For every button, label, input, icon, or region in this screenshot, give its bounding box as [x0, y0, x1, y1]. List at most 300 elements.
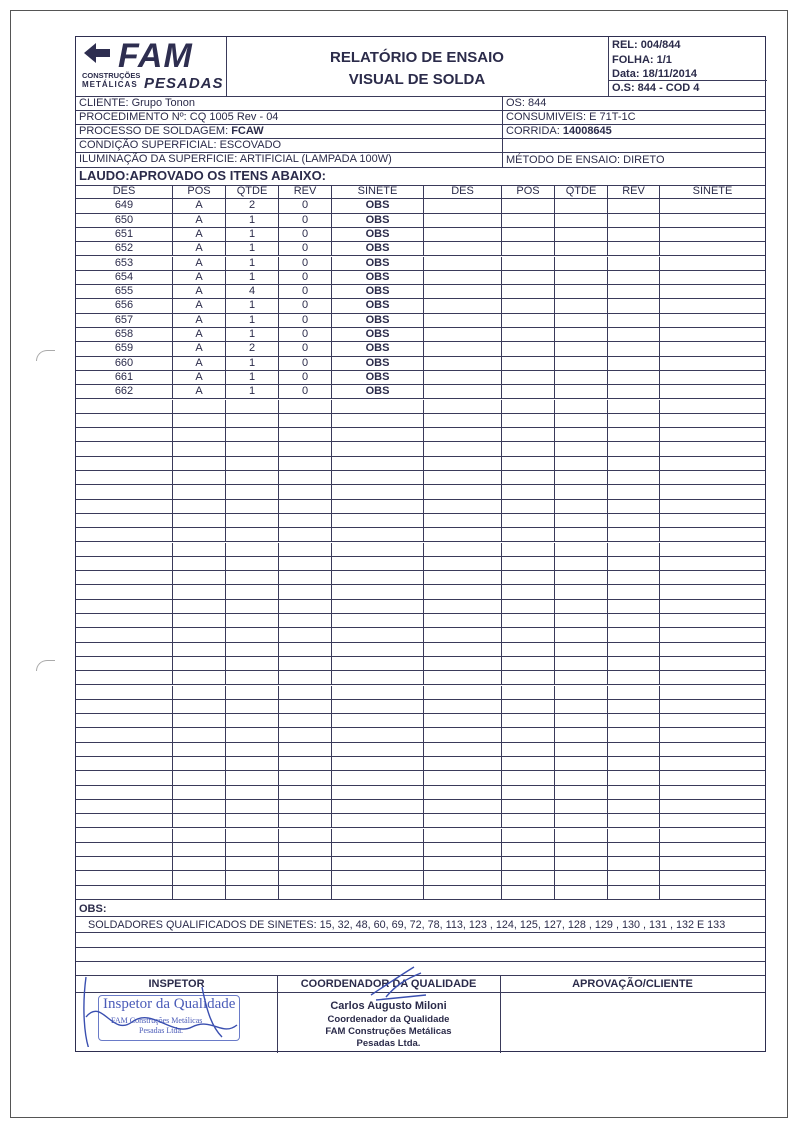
- table-cell: [76, 871, 173, 884]
- table-cell: [332, 786, 424, 799]
- table-cell: [332, 400, 424, 413]
- table-header-cell: QTDE: [555, 185, 608, 198]
- processo-value: FCAW: [231, 125, 264, 137]
- table-row: [76, 543, 765, 557]
- table-cell: [332, 728, 424, 741]
- table-cell: [173, 829, 226, 842]
- table-cell: [608, 686, 660, 699]
- table-cell: OBS: [332, 328, 424, 341]
- table-row: [76, 257, 765, 271]
- table-cell: [332, 671, 424, 684]
- table-cell: [502, 743, 555, 756]
- table-cell: [173, 414, 226, 427]
- table-cell: [608, 271, 660, 284]
- table-cell: [502, 371, 555, 384]
- table-cell: [76, 414, 173, 427]
- table-cell: [332, 414, 424, 427]
- table-cell: [279, 843, 332, 856]
- table-cell: [608, 671, 660, 684]
- table-cell: [226, 614, 279, 627]
- table-cell: [502, 814, 555, 827]
- table-cell: [555, 814, 608, 827]
- table-cell: [660, 485, 765, 498]
- table-cell: [555, 743, 608, 756]
- table-cell: [279, 614, 332, 627]
- table-header-cell: SINETE: [332, 185, 424, 198]
- table-cell: OBS: [332, 242, 424, 255]
- table-cell: 0: [279, 199, 332, 212]
- table-cell: [76, 400, 173, 413]
- coordenador-company-2: Pesadas Ltda.: [356, 1038, 421, 1049]
- table-cell: [226, 400, 279, 413]
- table-cell: [424, 757, 502, 770]
- table-row: [76, 886, 765, 900]
- table-cell: [660, 214, 765, 227]
- table-cell: [608, 242, 660, 255]
- table-cell: 0: [279, 299, 332, 312]
- table-cell: [226, 543, 279, 556]
- table-cell: [332, 457, 424, 470]
- table-cell: [226, 471, 279, 484]
- table-row: [76, 385, 765, 399]
- table-cell: A: [173, 199, 226, 212]
- table-cell: [279, 743, 332, 756]
- table-cell: 0: [279, 371, 332, 384]
- table-cell: [608, 385, 660, 398]
- table-cell: [173, 528, 226, 541]
- table-cell: [173, 457, 226, 470]
- table-cell: [502, 628, 555, 641]
- table-cell: [555, 643, 608, 656]
- table-cell: [660, 700, 765, 713]
- table-cell: [555, 714, 608, 727]
- table-cell: [660, 829, 765, 842]
- table-cell: [424, 657, 502, 670]
- table-cell: [424, 871, 502, 884]
- table-cell: [555, 571, 608, 584]
- corrida-label: CORRIDA:: [506, 125, 563, 137]
- table-row: [76, 371, 765, 385]
- table-cell: [76, 628, 173, 641]
- table-cell: A: [173, 342, 226, 355]
- table-row: [76, 571, 765, 585]
- logo-emblem-icon: [82, 41, 112, 65]
- table-cell: [608, 328, 660, 341]
- table-cell: [226, 571, 279, 584]
- table-cell: [424, 285, 502, 298]
- table-cell: [660, 357, 765, 370]
- table-cell: OBS: [332, 342, 424, 355]
- table-cell: A: [173, 385, 226, 398]
- table-row: [76, 714, 765, 728]
- table-cell: [660, 843, 765, 856]
- inspetor-heading: INSPETOR: [148, 978, 205, 990]
- table-cell: [660, 414, 765, 427]
- table-cell: [76, 771, 173, 784]
- table-row: [76, 342, 765, 356]
- table-cell: [279, 686, 332, 699]
- table-cell: [424, 600, 502, 613]
- table-cell: [660, 814, 765, 827]
- table-cell: [555, 328, 608, 341]
- table-cell: [424, 743, 502, 756]
- table-cell: [226, 671, 279, 684]
- table-cell: [76, 728, 173, 741]
- table-cell: [660, 871, 765, 884]
- table-cell: [555, 628, 608, 641]
- table-cell: OBS: [332, 257, 424, 270]
- table-cell: [660, 600, 765, 613]
- table-cell: [424, 585, 502, 598]
- procedimento-field: PROCEDIMENTO Nº: CQ 1005 Rev - 04: [79, 111, 279, 123]
- table-cell: [173, 628, 226, 641]
- table-cell: [502, 543, 555, 556]
- table-cell: [76, 786, 173, 799]
- table-row: [76, 214, 765, 228]
- table-cell: 657: [76, 314, 173, 327]
- table-cell: 2: [226, 199, 279, 212]
- table-row: [76, 786, 765, 800]
- table-cell: [502, 728, 555, 741]
- table-cell: [76, 600, 173, 613]
- table-cell: [226, 871, 279, 884]
- table-cell: [502, 671, 555, 684]
- table-cell: [660, 614, 765, 627]
- table-cell: 1: [226, 214, 279, 227]
- table-cell: [502, 342, 555, 355]
- table-cell: [660, 228, 765, 241]
- table-cell: 0: [279, 228, 332, 241]
- table-cell: [173, 657, 226, 670]
- table-cell: [76, 585, 173, 598]
- table-cell: [608, 814, 660, 827]
- table-cell: [226, 886, 279, 899]
- table-cell: [502, 228, 555, 241]
- table-cell: [173, 428, 226, 441]
- table-cell: [502, 643, 555, 656]
- table-cell: [660, 528, 765, 541]
- table-cell: [424, 257, 502, 270]
- table-cell: [660, 314, 765, 327]
- table-cell: 1: [226, 242, 279, 255]
- table-header-cell: DES: [76, 185, 173, 198]
- table-cell: 0: [279, 342, 332, 355]
- table-cell: [226, 428, 279, 441]
- table-cell: [608, 557, 660, 570]
- table-cell: 649: [76, 199, 173, 212]
- table-cell: 0: [279, 328, 332, 341]
- metodo-field: MÉTODO DE ENSAIO: DIRETO: [506, 154, 665, 166]
- table-cell: [555, 857, 608, 870]
- table-row: [76, 199, 765, 213]
- table-cell: [608, 643, 660, 656]
- table-cell: [660, 385, 765, 398]
- table-cell: [660, 271, 765, 284]
- table-cell: [502, 771, 555, 784]
- table-cell: [173, 471, 226, 484]
- table-cell: [608, 471, 660, 484]
- table-cell: [424, 814, 502, 827]
- table-cell: 653: [76, 257, 173, 270]
- table-cell: [226, 514, 279, 527]
- table-cell: A: [173, 271, 226, 284]
- table-row: [76, 314, 765, 328]
- corrida-field: [506, 124, 612, 138]
- table-cell: [608, 228, 660, 241]
- table-row: [76, 471, 765, 485]
- table-cell: [660, 728, 765, 741]
- table-cell: [76, 886, 173, 899]
- table-cell: [424, 500, 502, 513]
- table-cell: [332, 814, 424, 827]
- table-cell: [279, 600, 332, 613]
- table-cell: 656: [76, 299, 173, 312]
- table-cell: [173, 442, 226, 455]
- table-cell: [226, 743, 279, 756]
- table-cell: [173, 485, 226, 498]
- table-cell: [660, 371, 765, 384]
- table-cell: [332, 485, 424, 498]
- table-cell: [279, 700, 332, 713]
- table-cell: [279, 757, 332, 770]
- table-cell: [424, 228, 502, 241]
- table-cell: [332, 843, 424, 856]
- table-cell: [608, 428, 660, 441]
- table-cell: OBS: [332, 271, 424, 284]
- table-cell: [173, 643, 226, 656]
- table-cell: [279, 643, 332, 656]
- table-cell: [76, 571, 173, 584]
- table-cell: [608, 771, 660, 784]
- table-cell: [76, 800, 173, 813]
- table-cell: [555, 414, 608, 427]
- table-cell: OBS: [332, 199, 424, 212]
- table-cell: [279, 628, 332, 641]
- table-row: [76, 514, 765, 528]
- table-cell: 650: [76, 214, 173, 227]
- table-cell: [555, 786, 608, 799]
- table-cell: [76, 714, 173, 727]
- table-cell: 4: [226, 285, 279, 298]
- table-row: [76, 643, 765, 657]
- table-cell: [279, 543, 332, 556]
- table-cell: [424, 543, 502, 556]
- table-row: [76, 657, 765, 671]
- table-cell: [502, 442, 555, 455]
- table-row: [76, 485, 765, 499]
- table-cell: [660, 242, 765, 255]
- table-row: [76, 414, 765, 428]
- table-cell: [555, 528, 608, 541]
- table-cell: [279, 500, 332, 513]
- table-cell: [502, 500, 555, 513]
- table-cell: [502, 585, 555, 598]
- table-cell: 0: [279, 242, 332, 255]
- table-cell: [424, 514, 502, 527]
- cliente-field: CLIENTE: Grupo Tonon: [79, 97, 195, 109]
- table-cell: [660, 471, 765, 484]
- table-cell: [173, 857, 226, 870]
- table-cell: [332, 871, 424, 884]
- table-cell: [555, 800, 608, 813]
- table-row: [76, 228, 765, 242]
- table-cell: [424, 800, 502, 813]
- report-title-line2: VISUAL DE SOLDA: [348, 71, 486, 88]
- table-row: [76, 457, 765, 471]
- table-cell: [555, 557, 608, 570]
- table-cell: [226, 700, 279, 713]
- corrida-value: 14008645: [562, 125, 612, 137]
- table-cell: [332, 471, 424, 484]
- table-cell: [332, 585, 424, 598]
- table-cell: [608, 871, 660, 884]
- table-row: [76, 628, 765, 642]
- table-cell: [608, 700, 660, 713]
- report-title-line1: RELATÓRIO DE ENSAIO: [330, 49, 504, 66]
- os-code: O.S: 844 - COD 4: [612, 82, 700, 94]
- table-cell: [226, 457, 279, 470]
- table-cell: [332, 643, 424, 656]
- os-field: OS: 844: [506, 97, 547, 109]
- table-cell: [173, 728, 226, 741]
- table-header-cell: REV: [279, 185, 332, 198]
- table-cell: [226, 600, 279, 613]
- table-cell: [502, 285, 555, 298]
- table-cell: [279, 771, 332, 784]
- table-cell: [502, 400, 555, 413]
- table-cell: [608, 728, 660, 741]
- table-header-cell: QTDE: [226, 185, 279, 198]
- table-cell: [226, 829, 279, 842]
- table-cell: [660, 657, 765, 670]
- table-cell: [660, 557, 765, 570]
- table-cell: [608, 257, 660, 270]
- table-cell: [279, 457, 332, 470]
- table-cell: [279, 886, 332, 899]
- table-cell: 0: [279, 314, 332, 327]
- table-cell: [424, 314, 502, 327]
- logo-sub-text-1: CONSTRUÇÕES: [82, 71, 141, 80]
- table-row: [76, 428, 765, 442]
- table-cell: [76, 485, 173, 498]
- table-cell: [555, 199, 608, 212]
- table-cell: 1: [226, 228, 279, 241]
- table-cell: [660, 757, 765, 770]
- table-cell: [555, 485, 608, 498]
- table-cell: 1: [226, 299, 279, 312]
- table-cell: [502, 571, 555, 584]
- table-row: [76, 857, 765, 871]
- table-cell: [555, 442, 608, 455]
- table-cell: 654: [76, 271, 173, 284]
- obs-text: SOLDADORES QUALIFICADOS DE SINETES: 15, 32, 48, 60, 69, 72, 78, 113, 123 , 124, 125, 127, 128 , 129 , 130 , 131 , 132 E 133: [88, 919, 726, 931]
- table-cell: [660, 714, 765, 727]
- table-cell: [332, 614, 424, 627]
- table-cell: OBS: [332, 357, 424, 370]
- table-cell: [502, 857, 555, 870]
- table-cell: [502, 614, 555, 627]
- aprovacao-heading: APROVAÇÃO/CLIENTE: [572, 978, 693, 990]
- table-cell: [555, 871, 608, 884]
- table-cell: [226, 557, 279, 570]
- table-cell: [555, 285, 608, 298]
- table-cell: [502, 514, 555, 527]
- table-row: [76, 500, 765, 514]
- table-cell: A: [173, 285, 226, 298]
- table-cell: [608, 342, 660, 355]
- table-cell: [608, 485, 660, 498]
- table-cell: 1: [226, 257, 279, 270]
- table-cell: [76, 500, 173, 513]
- table-header-cell: POS: [173, 185, 226, 198]
- table-cell: [226, 728, 279, 741]
- table-cell: [608, 442, 660, 455]
- table-cell: [332, 743, 424, 756]
- table-row: [76, 843, 765, 857]
- table-cell: A: [173, 242, 226, 255]
- table-cell: [226, 657, 279, 670]
- table-cell: [502, 271, 555, 284]
- table-cell: [424, 857, 502, 870]
- table-cell: [173, 743, 226, 756]
- table-row: [76, 299, 765, 313]
- table-cell: [173, 771, 226, 784]
- table-cell: [502, 757, 555, 770]
- table-cell: [424, 714, 502, 727]
- table-cell: [608, 714, 660, 727]
- table-cell: [608, 628, 660, 641]
- table-cell: [660, 285, 765, 298]
- table-cell: 2: [226, 342, 279, 355]
- table-header-cell: SINETE: [692, 185, 733, 197]
- table-row: [76, 557, 765, 571]
- table-cell: [332, 886, 424, 899]
- table-cell: [660, 786, 765, 799]
- table-cell: [502, 257, 555, 270]
- table-cell: [660, 257, 765, 270]
- table-cell: [173, 886, 226, 899]
- table-cell: [226, 500, 279, 513]
- table-cell: A: [173, 357, 226, 370]
- table-cell: 1: [226, 314, 279, 327]
- table-cell: [332, 700, 424, 713]
- table-cell: [502, 328, 555, 341]
- table-cell: [226, 843, 279, 856]
- table-cell: [502, 428, 555, 441]
- table-cell: [279, 671, 332, 684]
- table-cell: [608, 414, 660, 427]
- table-cell: [502, 471, 555, 484]
- table-row: [76, 600, 765, 614]
- table-cell: [608, 514, 660, 527]
- table-cell: [555, 342, 608, 355]
- table-cell: OBS: [332, 314, 424, 327]
- table-cell: [555, 671, 608, 684]
- table-cell: [608, 786, 660, 799]
- table-cell: [226, 786, 279, 799]
- table-cell: [424, 528, 502, 541]
- logo: [78, 39, 228, 95]
- table-cell: [660, 771, 765, 784]
- table-cell: [332, 600, 424, 613]
- table-row: [76, 285, 765, 299]
- table-cell: [173, 614, 226, 627]
- table-cell: [502, 485, 555, 498]
- stamp-title: Inspetor da Qualidade: [103, 996, 236, 1012]
- laudo-heading: LAUDO:APROVADO OS ITENS ABAIXO:: [79, 168, 327, 183]
- table-cell: [279, 471, 332, 484]
- table-cell: [424, 242, 502, 255]
